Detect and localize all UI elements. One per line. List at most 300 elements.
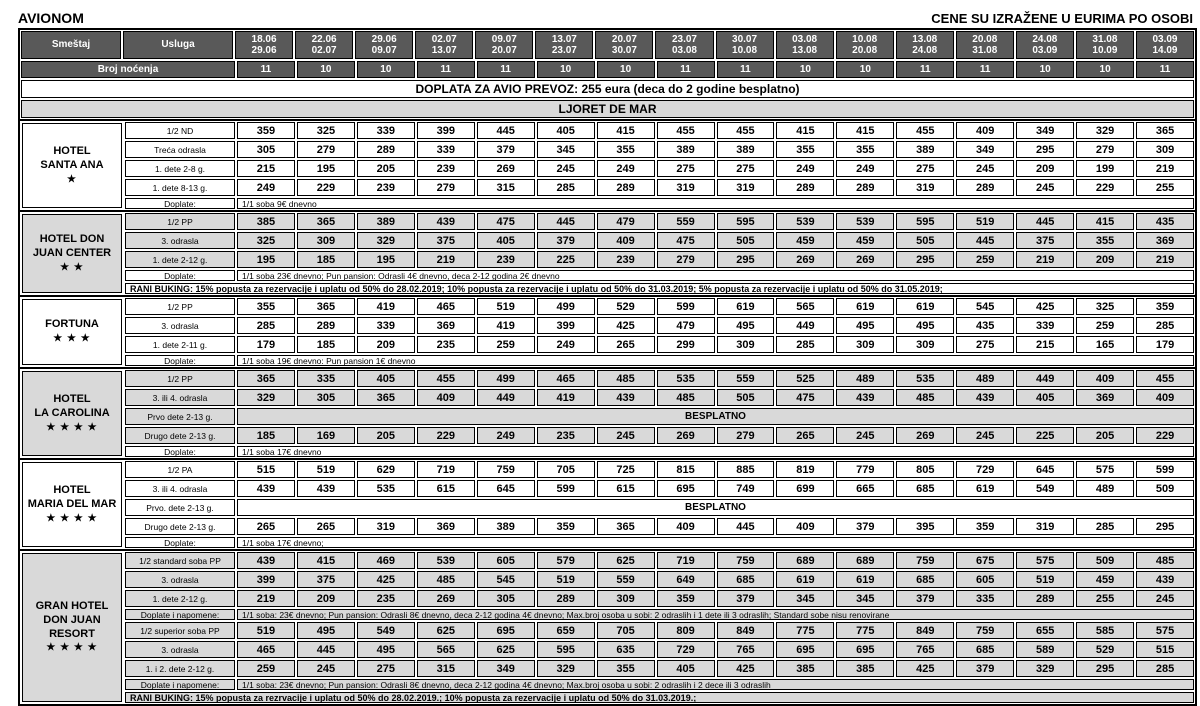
price-cell: 645	[1016, 461, 1074, 478]
price-cell: 329	[537, 660, 595, 677]
price-cell: 435	[956, 317, 1014, 334]
price-cell: 779	[836, 461, 894, 478]
price-cell: 819	[776, 461, 834, 478]
surcharge-row	[124, 536, 1195, 549]
price-cell: 319	[657, 179, 715, 196]
price-cell: 489	[956, 370, 1014, 387]
price-cell: 349	[1016, 122, 1074, 139]
price-cell: 625	[477, 641, 535, 658]
price-cell: 475	[657, 232, 715, 249]
price-cell: 605	[477, 552, 535, 569]
price-cell: 689	[836, 552, 894, 569]
price-cell: 235	[537, 427, 595, 444]
price-cell: 455	[717, 122, 775, 139]
price-cell: 425	[357, 571, 415, 588]
price-cell: 595	[717, 213, 775, 230]
date-range-header	[1016, 31, 1074, 59]
price-cell: 329	[237, 389, 295, 406]
price-row	[124, 388, 1195, 407]
price-cell: 289	[297, 317, 355, 334]
date-to: 03.09	[1032, 45, 1058, 56]
price-cell: 615	[597, 480, 655, 497]
price-cell: 279	[1076, 141, 1134, 158]
price-cell: 619	[836, 298, 894, 315]
price-cell: 519	[537, 571, 595, 588]
transport-title: AVIONOM	[18, 10, 84, 26]
service-label: 1/2 standard soba PP	[125, 552, 235, 569]
price-cell: 375	[417, 232, 475, 249]
price-cell: 425	[896, 660, 954, 677]
price-row	[124, 640, 1195, 659]
price-cell: 439	[956, 389, 1014, 406]
price-cell: 695	[776, 641, 834, 658]
price-cell: 409	[1076, 370, 1134, 387]
price-cell: 209	[297, 590, 355, 607]
price-cell: 685	[717, 571, 775, 588]
price-cell: 335	[956, 590, 1014, 607]
price-cell: 549	[357, 622, 415, 639]
price-cell: 455	[896, 122, 954, 139]
price-cell: 765	[896, 641, 954, 658]
price-cell: 445	[297, 641, 355, 658]
surcharge-label: Doplate:	[125, 537, 235, 548]
price-cell: 269	[657, 427, 715, 444]
price-cell: 695	[657, 480, 715, 497]
price-cell: 479	[597, 213, 655, 230]
price-cell: 405	[357, 370, 415, 387]
surcharge-row	[124, 608, 1195, 621]
date-range-header	[716, 31, 774, 59]
date-from: 13.07	[551, 33, 577, 45]
price-cell: 305	[237, 141, 295, 158]
nights-value: 11	[896, 61, 954, 78]
price-cell: 629	[357, 461, 415, 478]
date-to: 02.07	[311, 45, 337, 56]
price-cell: 389	[357, 213, 415, 230]
price-cell: 179	[1136, 336, 1194, 353]
service-label: 3. ili 4. odrasla	[125, 389, 235, 406]
price-cell: 169	[297, 427, 355, 444]
service-label: 3. odrasla	[125, 641, 235, 658]
price-cell: 515	[1136, 641, 1194, 658]
hotel-rows	[124, 369, 1195, 458]
price-cell: 405	[477, 232, 535, 249]
price-cell: 225	[537, 251, 595, 268]
price-cell: 619	[956, 480, 1014, 497]
date-range-header	[1076, 31, 1134, 59]
price-cell: 425	[1016, 298, 1074, 315]
price-cell: 325	[1076, 298, 1134, 315]
price-cell: 415	[776, 122, 834, 139]
price-cell: 209	[357, 336, 415, 353]
hotel-name-line: HOTEL	[53, 393, 91, 405]
surcharge-label: Doplate:	[125, 446, 235, 457]
region-row	[20, 99, 1195, 119]
price-cell: 365	[297, 298, 355, 315]
price-cell: 379	[836, 518, 894, 535]
price-cell: 505	[717, 389, 775, 406]
price-cell: 459	[1076, 571, 1134, 588]
merged-row	[124, 407, 1195, 426]
surcharge-label: Doplate i napomene:	[125, 609, 235, 620]
price-cell: 265	[597, 336, 655, 353]
price-cell: 275	[717, 160, 775, 177]
hotel-band	[20, 295, 1195, 367]
price-cell: 495	[717, 317, 775, 334]
surcharge-text: 1/1 soba 19€ dnevno: Pun pansion 1€ dnevno	[237, 355, 1194, 366]
price-cell: 249	[537, 336, 595, 353]
price-cell: 275	[896, 160, 954, 177]
price-cell: 309	[297, 232, 355, 249]
price-cell: 535	[357, 480, 415, 497]
price-cell: 369	[417, 317, 475, 334]
price-cell: 535	[657, 370, 715, 387]
price-cell: 239	[417, 160, 475, 177]
price-cell: 409	[956, 122, 1014, 139]
nights-value: 11	[477, 61, 535, 78]
price-cell: 565	[417, 641, 475, 658]
date-range-header	[776, 31, 834, 59]
hotel-name-cell	[22, 123, 122, 208]
price-cell: 205	[357, 427, 415, 444]
merged-value-cell: BESPLATNO	[237, 499, 1194, 516]
price-cell: 675	[956, 552, 1014, 569]
price-cell: 235	[417, 336, 475, 353]
price-cell: 439	[297, 480, 355, 497]
price-cell: 589	[1016, 641, 1074, 658]
price-cell: 385	[776, 660, 834, 677]
price-cell: 415	[597, 122, 655, 139]
nights-value: 11	[717, 61, 775, 78]
price-cell: 625	[417, 622, 475, 639]
hotel-bands	[20, 119, 1195, 704]
price-cell: 339	[1016, 317, 1074, 334]
service-label: 1. i 2. dete 2-12 g.	[125, 660, 235, 677]
surcharge-text: 1/1 soba: 23€ dnevno; Pun pansion: Odrasli 8€ dnevno, deca 2-12 godina 4€ dnevno; Max.broj osoba u sobi: 2 odraslih i 2 dece ili 3 odraslih	[237, 679, 1194, 690]
service-label: 3. odrasla	[125, 232, 235, 249]
nights-value: 11	[956, 61, 1014, 78]
date-to: 24.08	[912, 45, 938, 56]
nights-value: 11	[657, 61, 715, 78]
surcharge-row	[124, 354, 1195, 367]
price-cell: 285	[237, 317, 295, 334]
price-cell: 465	[537, 370, 595, 387]
nights-value: 11	[417, 61, 475, 78]
date-from: 20.08	[972, 33, 998, 45]
price-cell: 365	[1136, 122, 1194, 139]
hotel-rows	[124, 297, 1195, 367]
hotel-rows	[124, 551, 1195, 704]
price-cell: 295	[1016, 141, 1074, 158]
price-cell: 485	[417, 571, 475, 588]
price-cell: 575	[1016, 552, 1074, 569]
date-range-header	[475, 31, 533, 59]
price-cell: 705	[597, 622, 655, 639]
price-cell: 449	[776, 317, 834, 334]
price-cell: 325	[237, 232, 295, 249]
surcharge-text: 1/1 soba 17€ dnevno;	[237, 537, 1194, 548]
price-row	[124, 159, 1195, 178]
region-title: LJORET DE MAR	[21, 100, 1194, 118]
surcharge-label: Doplate:	[125, 270, 235, 281]
hotel-band	[20, 549, 1195, 704]
price-cell: 339	[357, 317, 415, 334]
price-cell: 719	[417, 461, 475, 478]
price-cell: 849	[717, 622, 775, 639]
price-cell: 775	[776, 622, 834, 639]
price-cell: 245	[537, 160, 595, 177]
date-from: 31.08	[1092, 33, 1118, 45]
hotel-name-line: GRAN HOTEL	[35, 600, 109, 613]
early-booking-text: RANI BUKING: 15% popusta za rezrvacije i uplatu od 50% do 28.02.2019.; 10% popusta za rezervacije i uplatu od 50% do 31.03.2019.;	[125, 692, 1194, 703]
price-cell: 315	[477, 179, 535, 196]
price-cell: 519	[477, 298, 535, 315]
price-cell: 165	[1076, 336, 1134, 353]
price-cell: 295	[896, 251, 954, 268]
price-cell: 515	[237, 461, 295, 478]
price-cell: 265	[297, 518, 355, 535]
hotel-star-rating: ★ ★ ★ ★	[46, 642, 98, 654]
early-booking-text: RANI BUKING: 15% popusta za rezervacije i uplatu od 50% do 28.02.2019; 10% popusta za rezervacije i uplatu od 50% do 31.03.2019; 5% popusta za rezervacije i uplatu od 50% do 31.05.2019;	[125, 283, 1194, 294]
price-cell: 369	[1136, 232, 1194, 249]
price-row	[124, 589, 1195, 608]
price-cell: 305	[477, 590, 535, 607]
price-cell: 289	[776, 179, 834, 196]
price-cell: 395	[896, 518, 954, 535]
price-cell: 359	[537, 518, 595, 535]
price-cell: 525	[776, 370, 834, 387]
surcharge-label: Doplate i napomene:	[125, 679, 235, 690]
surcharge-text: 1/1 soba 17€ dnevno	[237, 446, 1194, 457]
price-cell: 645	[477, 480, 535, 497]
price-cell: 485	[597, 370, 655, 387]
price-row	[124, 551, 1195, 570]
price-cell: 469	[357, 552, 415, 569]
price-cell: 439	[237, 552, 295, 569]
price-cell: 385	[237, 213, 295, 230]
price-cell: 635	[597, 641, 655, 658]
price-cell: 529	[597, 298, 655, 315]
price-cell: 419	[537, 389, 595, 406]
price-cell: 229	[417, 427, 475, 444]
price-cell: 439	[1136, 571, 1194, 588]
currency-note: CENE SU IZRAŽENE U EURIMA PO OSOBI	[931, 11, 1193, 26]
price-cell: 245	[956, 427, 1014, 444]
price-cell: 179	[237, 336, 295, 353]
date-range-header	[595, 31, 653, 59]
price-cell: 245	[1016, 179, 1074, 196]
price-cell: 269	[896, 427, 954, 444]
price-cell: 249	[776, 160, 834, 177]
service-label: 1/2 superior soba PP	[125, 622, 235, 639]
date-range-header	[415, 31, 473, 59]
price-cell: 849	[896, 622, 954, 639]
price-cell: 535	[896, 370, 954, 387]
service-label: 3. ili 4. odrasla	[125, 480, 235, 497]
price-cell: 439	[597, 389, 655, 406]
price-cell: 599	[537, 480, 595, 497]
price-cell: 379	[477, 141, 535, 158]
date-range-header	[355, 31, 413, 59]
price-cell: 805	[896, 461, 954, 478]
price-cell: 269	[776, 251, 834, 268]
price-row	[124, 517, 1195, 536]
hotel-name-cell	[22, 371, 122, 456]
price-cell: 265	[776, 427, 834, 444]
date-from: 29.06	[371, 33, 397, 45]
price-cell: 425	[717, 660, 775, 677]
service-label: 1/2 PA	[125, 461, 235, 478]
price-cell: 219	[1136, 251, 1194, 268]
price-cell: 309	[597, 590, 655, 607]
price-cell: 519	[297, 461, 355, 478]
date-to: 13.07	[431, 45, 457, 56]
nights-value: 11	[237, 61, 295, 78]
price-cell: 235	[357, 590, 415, 607]
nights-value: 10	[836, 61, 894, 78]
price-cell: 759	[717, 552, 775, 569]
price-cell: 479	[657, 317, 715, 334]
price-cell: 539	[417, 552, 475, 569]
price-cell: 449	[1016, 370, 1074, 387]
price-cell: 185	[237, 427, 295, 444]
price-cell: 775	[836, 622, 894, 639]
price-cell: 225	[1016, 427, 1074, 444]
price-cell: 245	[836, 427, 894, 444]
hotel-star-rating: ★ ★ ★ ★	[46, 512, 98, 524]
nights-value: 10	[776, 61, 834, 78]
price-cell: 379	[956, 660, 1014, 677]
price-cell: 389	[896, 141, 954, 158]
price-cell: 615	[417, 480, 475, 497]
surcharge-label: Doplate:	[125, 355, 235, 366]
service-label: 3. odrasla	[125, 317, 235, 334]
price-cell: 409	[776, 518, 834, 535]
service-label: 1. dete 2-12 g.	[125, 590, 235, 607]
price-cell: 545	[956, 298, 1014, 315]
date-from: 20.07	[611, 33, 637, 45]
price-cell: 495	[357, 641, 415, 658]
price-cell: 285	[1136, 660, 1194, 677]
hotel-band	[20, 458, 1195, 549]
hotel-name-cell	[22, 214, 122, 293]
price-cell: 699	[776, 480, 834, 497]
price-cell: 269	[836, 251, 894, 268]
price-cell: 349	[956, 141, 1014, 158]
date-to: 03.08	[671, 45, 697, 56]
price-cell: 375	[297, 571, 355, 588]
price-cell: 309	[896, 336, 954, 353]
price-cell: 539	[836, 213, 894, 230]
price-cell: 449	[477, 389, 535, 406]
date-range-header	[655, 31, 713, 59]
price-cell: 289	[836, 179, 894, 196]
price-cell: 365	[597, 518, 655, 535]
price-row	[124, 659, 1195, 678]
price-row	[124, 335, 1195, 354]
price-cell: 279	[657, 251, 715, 268]
price-cell: 309	[1136, 141, 1194, 158]
date-to: 23.07	[551, 45, 577, 56]
price-cell: 595	[537, 641, 595, 658]
hotel-name-cell	[22, 299, 122, 365]
price-row	[124, 460, 1195, 479]
price-row	[124, 426, 1195, 445]
price-row	[124, 178, 1195, 197]
price-cell: 355	[597, 660, 655, 677]
hotel-band	[20, 210, 1195, 295]
nights-value: 10	[597, 61, 655, 78]
date-range-header	[535, 31, 593, 59]
price-row	[124, 212, 1195, 231]
price-cell: 389	[477, 518, 535, 535]
price-cell: 499	[537, 298, 595, 315]
price-cell: 415	[1076, 213, 1134, 230]
price-cell: 265	[237, 518, 295, 535]
hotel-name-line: LA CAROLINA	[34, 406, 110, 419]
price-cell: 285	[1076, 518, 1134, 535]
price-cell: 509	[1136, 480, 1194, 497]
service-label: 1. dete 8-13 g.	[125, 179, 235, 196]
surcharge-text: 1/1 soba 23€ dnevno; Pun pansion: Odrasli 4€ dnevno, deca 2-12 godina 2€ dnevno	[237, 270, 1194, 281]
price-cell: 655	[1016, 622, 1074, 639]
hotel-name-cell	[22, 553, 122, 702]
price-cell: 419	[477, 317, 535, 334]
price-cell: 329	[1076, 122, 1134, 139]
price-cell: 209	[1016, 160, 1074, 177]
hotel-name-line: MARIA DEL MAR	[27, 497, 117, 510]
date-to: 30.07	[611, 45, 637, 56]
price-cell: 369	[1076, 389, 1134, 406]
price-cell: 505	[717, 232, 775, 249]
price-cell: 295	[1076, 660, 1134, 677]
title-bar	[18, 4, 1193, 26]
price-row	[124, 369, 1195, 388]
price-cell: 619	[896, 298, 954, 315]
price-cell: 419	[357, 298, 415, 315]
price-cell: 439	[836, 389, 894, 406]
date-range-header	[896, 31, 954, 59]
price-cell: 455	[657, 122, 715, 139]
price-row	[124, 231, 1195, 250]
price-cell: 205	[357, 160, 415, 177]
service-label: 3. odrasla	[125, 571, 235, 588]
price-cell: 379	[717, 590, 775, 607]
date-from: 24.08	[1032, 33, 1058, 45]
price-cell: 289	[956, 179, 1014, 196]
service-label: 1. dete 2-8 g.	[125, 160, 235, 177]
price-cell: 379	[537, 232, 595, 249]
air-transport-banner: DOPLATA ZA AVIO PREVOZ: 255 eura (deca do 2 godine besplatno)	[21, 80, 1194, 98]
price-row	[124, 316, 1195, 335]
price-cell: 705	[537, 461, 595, 478]
price-cell: 279	[297, 141, 355, 158]
price-cell: 619	[717, 298, 775, 315]
price-cell: 539	[776, 213, 834, 230]
price-cell: 495	[896, 317, 954, 334]
price-cell: 599	[1136, 461, 1194, 478]
price-cell: 399	[237, 571, 295, 588]
price-cell: 365	[237, 370, 295, 387]
price-cell: 445	[1016, 213, 1074, 230]
price-cell: 365	[357, 389, 415, 406]
price-cell: 239	[357, 179, 415, 196]
price-cell: 439	[417, 213, 475, 230]
hotel-name-cell	[22, 462, 122, 547]
price-cell: 355	[1076, 232, 1134, 249]
price-cell: 325	[297, 122, 355, 139]
price-cell: 319	[717, 179, 775, 196]
